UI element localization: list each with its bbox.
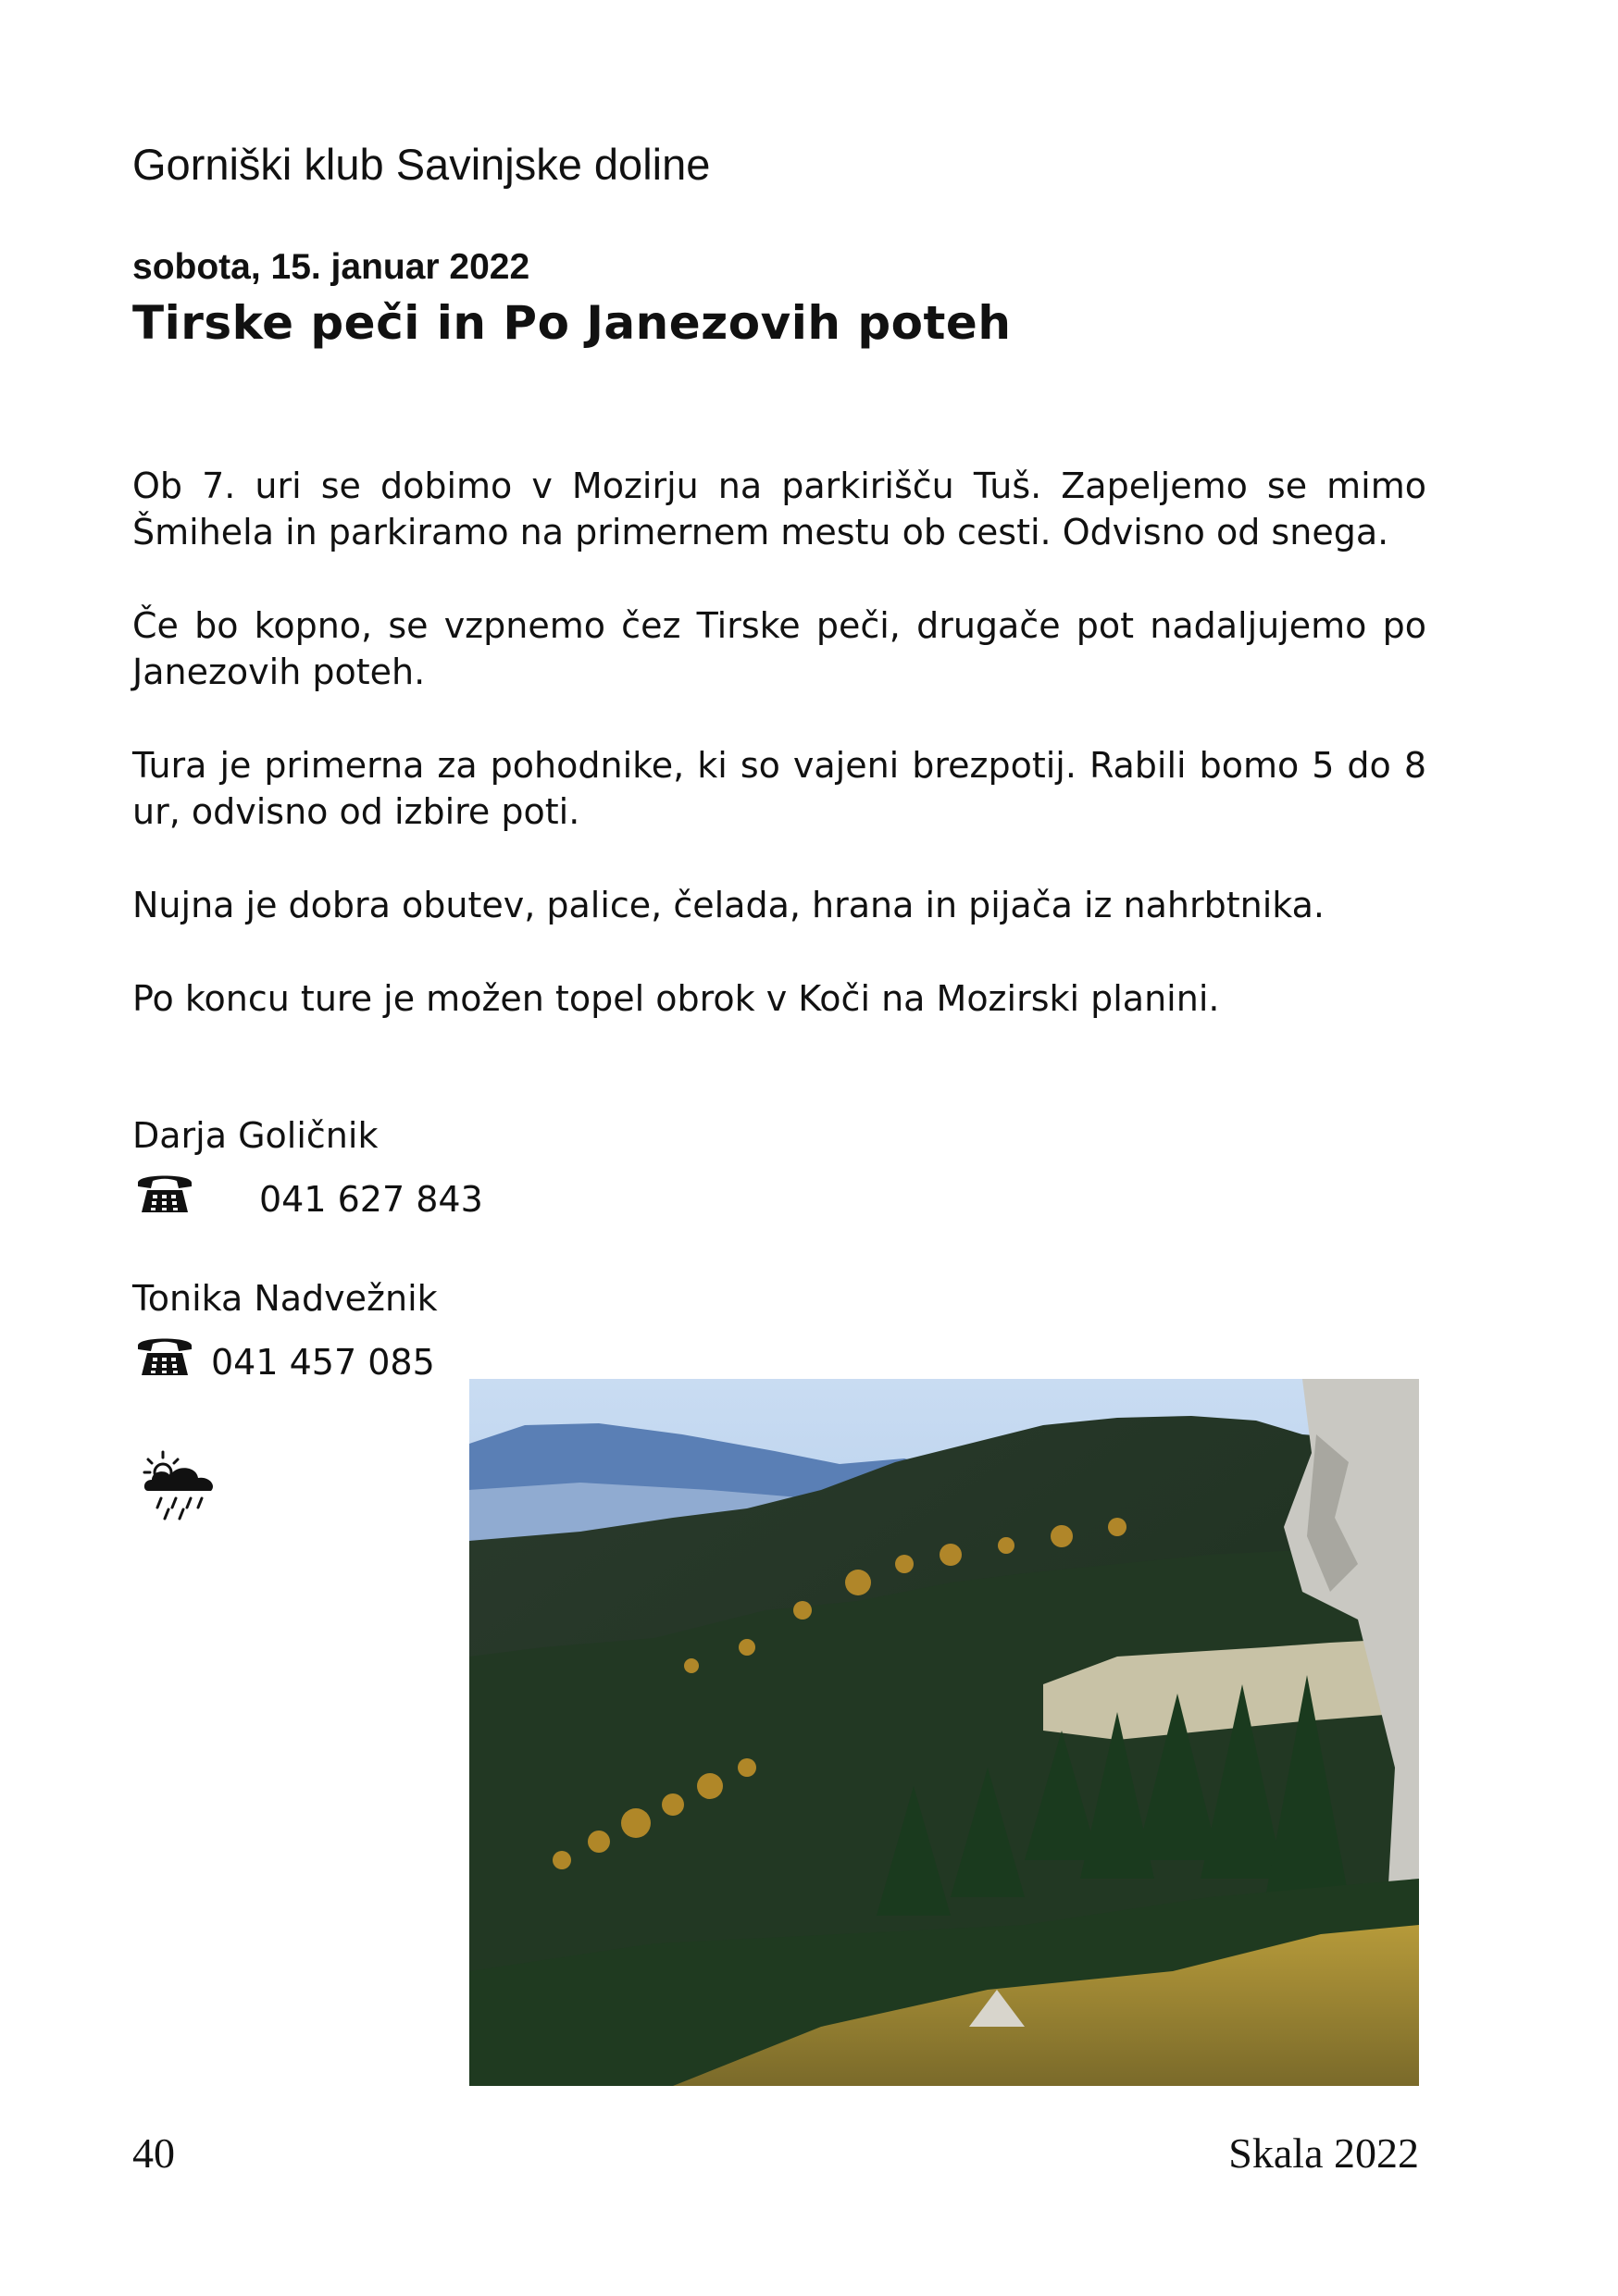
club-name: Gorniški klub Savinjske doline	[132, 140, 711, 189]
event-date: sobota, 15. januar 2022	[132, 247, 530, 287]
contact-name: Darja Goličnik	[132, 1115, 379, 1156]
page-number: 40	[132, 2129, 175, 2177]
paragraph-difficulty: Tura je primerna za pohodnike, ki so vajeni brezpotij. Rabili bomo 5 do 8 ur, odvisno od izbire poti.	[132, 745, 1426, 832]
mountain-landscape-photo	[469, 1379, 1419, 2086]
contact-name: Tonika Nadvežnik	[132, 1278, 438, 1319]
contact-phone: 041 457 085	[211, 1342, 435, 1383]
publication-name: Skala 2022	[1228, 2129, 1419, 2177]
paragraph-route: Če bo kopno, se vzpnemo čez Tirske peči, drugače pot nadaljujemo po Janezovih poteh.	[132, 605, 1426, 692]
paragraph-meal: Po koncu ture je možen topel obrok v Koči na Mozirski planini.	[132, 978, 1220, 1019]
telephone-icon	[134, 1168, 195, 1216]
contact-phone: 041 627 843	[259, 1179, 483, 1220]
telephone-icon	[134, 1331, 195, 1379]
cloud-rain-sun-icon	[139, 1448, 228, 1524]
paragraph-equipment: Nujna je dobra obutev, palice, čelada, hrana in pijača iz nahrbtnika.	[132, 885, 1325, 925]
paragraph-meeting: Ob 7. uri se dobimo v Mozirju na parkirišču Tuš. Zapeljemo se mimo Šmihela in parkiramo na primernem mestu ob cesti. Odvisno od snega.	[132, 465, 1426, 552]
event-title: Tirske peči in Po Janezovih poteh	[132, 296, 1012, 350]
